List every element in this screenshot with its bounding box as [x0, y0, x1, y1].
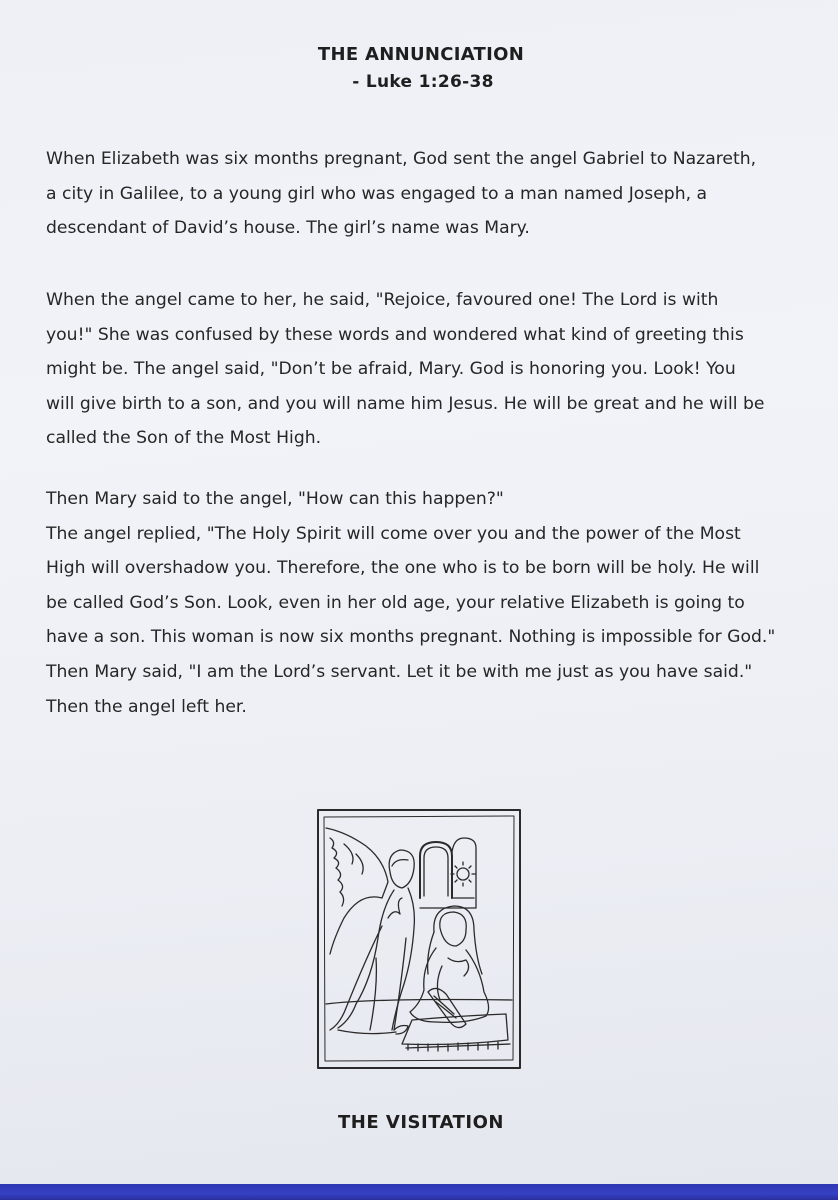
- text-line: descendant of David’s house. The girl’s name was Mary.: [46, 218, 530, 239]
- text-line: Then Mary said to the angel, "How can this happen?": [46, 489, 504, 509]
- text-line: The angel replied, "The Holy Spirit will come over you and the power of the Most: [46, 523, 741, 544]
- text-line: be called God’s Son. Look, even in her old age, your relative Elizabeth is going to: [46, 592, 745, 613]
- text-line: will give birth to a son, and you will name him Jesus. He will be great and he will be: [46, 393, 765, 414]
- scripture-reference: - Luke 1:26-38: [352, 72, 494, 92]
- text-line: Then Mary said, "I am the Lord’s servant. Let it be with me just as you have said.": [46, 661, 753, 682]
- page-title: THE ANNUNCIATION: [317, 44, 525, 65]
- text-line: High will overshadow you. Therefore, the one who is to be born will be holy. He will: [46, 558, 760, 579]
- text-line: When Elizabeth was six months pregnant, God sent the angel Gabriel to Nazareth,: [46, 149, 757, 169]
- paragraph-3: [46, 482, 790, 724]
- paragraph-2: [46, 283, 790, 456]
- text-line: When the angel came to her, he said, "Rejoice, favoured one! The Lord is with: [46, 290, 719, 310]
- text-line: a city in Galilee, to a young girl who was engaged to a man named Joseph, a: [46, 183, 708, 204]
- illustration-caption: THE VISITATION: [338, 1112, 504, 1133]
- blue-background-edge: [0, 1184, 838, 1200]
- text-line: Then the angel left her.: [46, 696, 247, 717]
- annunciation-illustration: [316, 808, 522, 1070]
- text-line: called the Son of the Most High.: [46, 428, 322, 449]
- text-line: you!" She was confused by these words and wondered what kind of greeting this: [46, 324, 744, 345]
- paragraph-1: [46, 142, 790, 246]
- text-line: might be. The angel said, "Don’t be afraid, Mary. God is honoring you. Look! You: [46, 359, 736, 380]
- text-line: have a son. This woman is now six months pregnant. Nothing is impossible for God.": [46, 627, 776, 648]
